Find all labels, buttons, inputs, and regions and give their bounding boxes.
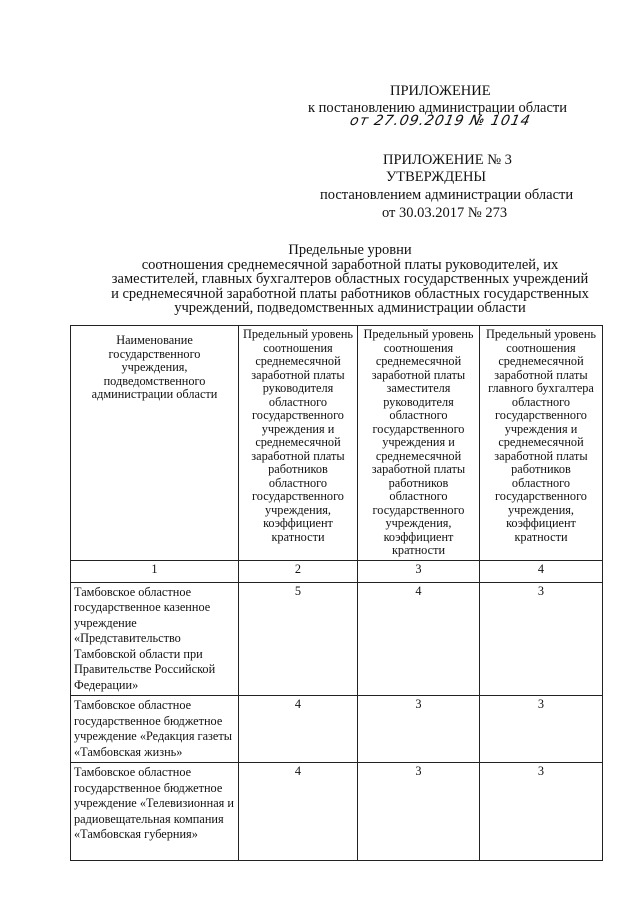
institution-name: Тамбовское областное государственное бюджетное учреждение «Редакция газеты «Тамбовская жизнь» — [71, 696, 239, 763]
table-row — [71, 582, 603, 696]
head-ratio-value: 4 — [239, 696, 358, 763]
accountant-ratio-value: 3 — [480, 763, 603, 861]
accountant-ratio-value: 3 — [480, 582, 603, 696]
table-row — [71, 763, 603, 861]
table-header-row — [71, 326, 603, 561]
heading-line: и среднемесячной заработной платы работников областных государственных — [111, 285, 589, 302]
heading-line: заместителей, главных бухгалтеров областных государственных учреждений — [111, 271, 589, 287]
deputy-ratio-value: 3 — [358, 763, 480, 861]
institution-name: Тамбовское областное государственное бюджетное учреждение «Телевизионная и радиовещательная компания «Тамбовская губерния» — [71, 763, 239, 861]
handwritten-date-number: от 27.09.2019 № 1014 — [348, 113, 533, 129]
column-number: 1 — [71, 560, 239, 582]
approved-by: постановлением администрации области — [320, 187, 574, 203]
column-number: 4 — [480, 560, 603, 582]
accountant-ratio-value: 3 — [480, 696, 603, 763]
heading-line: учреждений, подведомственных администрации области — [174, 300, 526, 316]
appendix-title: ПРИЛОЖЕНИЕ — [390, 83, 491, 99]
deputy-ratio-value: 4 — [358, 582, 480, 696]
head-ratio-value: 4 — [239, 763, 358, 861]
header-deputy-ratio: Предельный уровень соотношения среднемесячной заработной платы заместителя руководителя областного государственного учреждения и среднемесячной заработной платы работников областного государственного учреждения, коэффициент кратности — [358, 326, 480, 561]
document-heading — [90, 243, 610, 316]
column-number: 2 — [239, 560, 358, 582]
approved-date: от 30.03.2017 № 273 — [382, 205, 508, 221]
approved-label: УТВЕРЖДЕНЫ — [386, 169, 487, 185]
deputy-ratio-value: 3 — [358, 696, 480, 763]
heading-line: Предельные уровни — [288, 242, 412, 258]
heading-line: соотношения среднемесячной заработной платы руководителей, их — [141, 256, 559, 273]
column-number: 3 — [358, 560, 480, 582]
table-row — [71, 696, 603, 763]
column-number-row — [71, 560, 603, 582]
head-ratio-value: 5 — [239, 582, 358, 696]
appendix-subtitle: к постановлению администрации области — [308, 100, 568, 116]
ratio-table — [70, 325, 603, 861]
header-head-ratio: Предельный уровень соотношения среднемесячной заработной платы руководителя областного государственного учреждения и среднемесячной заработной платы работников областного государственного учреждения, коэффициент кратности — [239, 326, 358, 561]
header-accountant-ratio: Предельный уровень соотношения среднемесячной заработной платы главного бухгалтера областного государственного учреждения и среднемесячной заработной платы работников областного государственного учреждения, коэффициент кратности — [480, 326, 603, 561]
appendix3-title: ПРИЛОЖЕНИЕ № 3 — [383, 152, 512, 168]
header-institution-name: Наименование государственного учреждения, подведомственного администрации области — [71, 326, 239, 561]
institution-name: Тамбовское областное государственное казенное учреждение «Представительство Тамбовской области при Правительстве Российской Федерации» — [71, 582, 239, 696]
